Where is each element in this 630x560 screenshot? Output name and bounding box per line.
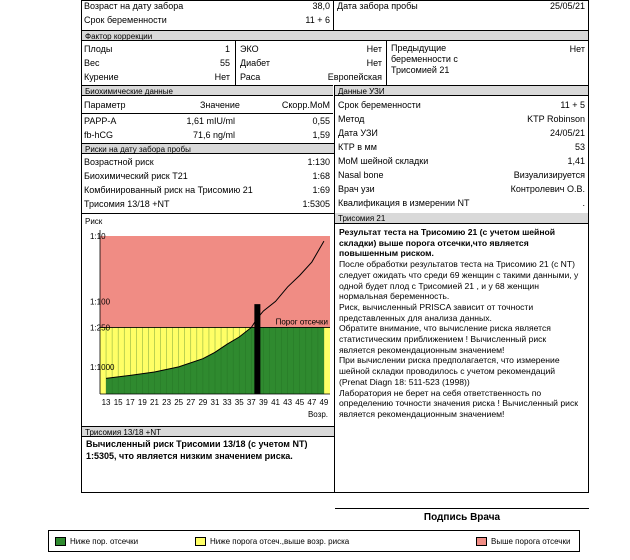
x-tick-label: 19 <box>137 398 147 407</box>
biochem-row-hcg-name: fb-hCG <box>84 130 114 140</box>
us-row-label: Метод <box>338 114 365 124</box>
biochem-col-mom: Скорр.МоМ <box>281 100 330 110</box>
risk-row-label: Трисомия 13/18 +NT <box>84 199 170 209</box>
correction-divider-1 <box>235 41 236 85</box>
x-tick-label: 43 <box>283 398 293 407</box>
x-tick-label: 35 <box>234 398 244 407</box>
middle-divider <box>334 85 335 213</box>
biochem-row-hcg-mom: 1,59 <box>312 130 330 140</box>
x-axis-label: Возр. <box>307 410 328 419</box>
x-tick-label: 25 <box>174 398 184 407</box>
weight-label: Вес <box>84 58 100 68</box>
x-tick-label: 31 <box>210 398 220 407</box>
legend-swatch-below <box>55 537 66 546</box>
prev-value: Нет <box>569 44 585 54</box>
y-tick-label: 1:250 <box>90 323 111 333</box>
diabetes-label: Диабет <box>240 58 271 68</box>
sample-date-label: Дата забора пробы <box>337 1 418 11</box>
biochem-row-papp-name: PAPP-A <box>84 116 117 126</box>
t21-text <box>339 227 584 420</box>
us-row-value: 11 + 5 <box>560 100 585 110</box>
x-tick-label: 17 <box>125 398 135 407</box>
legend-label-above: Выше порога отсечки <box>491 537 571 546</box>
us-row-value: KTP Robinson <box>527 114 585 124</box>
us-row-value: Контролевич О.В. <box>510 184 585 194</box>
biochem-header-rule <box>82 113 333 114</box>
legend-label-between: Ниже порога отсеч.,выше возр. риска <box>210 537 350 546</box>
us-row-label: Врач узи <box>338 184 375 194</box>
us-row-value: 24/05/21 <box>549 128 585 138</box>
risk-chart <box>82 214 334 426</box>
ga-value: 11 + 6 <box>305 15 330 25</box>
legend-swatch-between <box>195 537 206 546</box>
age-marker-bar <box>254 304 260 394</box>
risks-header: Риски на дату забора пробы <box>82 143 334 154</box>
biochem-row-hcg-value: 71,6 ng/ml <box>192 130 235 140</box>
biochem-row-papp-value: 1,61 mIU/ml <box>186 116 235 126</box>
diabetes-value: Нет <box>366 58 382 68</box>
prev-label-1: Предыдущие <box>391 43 447 53</box>
fetuses-value: 1 <box>224 44 230 54</box>
sample-date-value: 25/05/21 <box>549 1 585 11</box>
us-row-label: MoM шейной складки <box>338 156 429 166</box>
us-row-value: 1,41 <box>567 156 585 166</box>
signature-rule <box>335 508 589 509</box>
us-row-label: КТР в мм <box>338 142 377 152</box>
cutoff-label: Порог отсечки <box>275 317 328 327</box>
legend-swatch-above <box>476 537 487 546</box>
us-row-value: 53 <box>574 142 585 152</box>
race-label: Раса <box>240 72 261 82</box>
ga-label: Срок беременности <box>84 15 167 25</box>
us-row-label: Квалификация в измерении NT <box>338 198 470 208</box>
y-axis-label: Риск <box>85 217 103 226</box>
fetuses-label: Плоды <box>84 44 113 54</box>
biochem-col-param: Параметр <box>84 100 126 110</box>
race-value: Европейская <box>327 72 382 82</box>
y-tick-label: 1:1000 <box>90 362 115 372</box>
signature-label: Подпись Врача <box>423 512 501 523</box>
risk-row-value: 1:68 <box>312 171 330 181</box>
risk-row-value: 1:69 <box>312 185 330 195</box>
y-tick-label: 1:10 <box>90 232 106 241</box>
x-tick-label: 29 <box>198 398 208 407</box>
x-tick-label: 21 <box>150 398 159 407</box>
y-tick-label: 1:100 <box>90 297 111 307</box>
x-tick-label: 39 <box>258 398 268 407</box>
prev-label-2: беременности с <box>391 54 458 64</box>
x-tick-label: 49 <box>319 398 329 407</box>
x-tick-label: 13 <box>101 398 111 407</box>
biochem-header: Биохимические данные <box>82 85 333 96</box>
x-tick-label: 47 <box>307 398 317 407</box>
t1318-header: Трисомия 13/18 +NT <box>82 426 334 437</box>
t21-bold-conclusion: Результат теста на Трисомию 21 (с учетом шейной складки) выше порога отсечки,что является повышенным риском. <box>339 227 556 259</box>
us-row-label: Nasal bone <box>338 170 384 180</box>
x-tick-label: 23 <box>162 398 172 407</box>
us-row-value: Визуализируется <box>513 170 585 180</box>
smoking-value: Нет <box>214 72 230 82</box>
risk-row-value: 1:5305 <box>302 199 330 209</box>
top-divider <box>333 0 334 30</box>
risk-row-value: 1:130 <box>307 157 330 167</box>
zone-above-cutoff <box>100 236 330 327</box>
x-tick-label: 27 <box>186 398 196 407</box>
t21-header: Трисомия 21 <box>335 213 588 224</box>
us-row-label: Срок беременности <box>338 100 421 110</box>
x-tick-label: 37 <box>246 398 256 407</box>
risk-row-label: Возрастной риск <box>84 157 154 167</box>
x-tick-label: 45 <box>295 398 305 407</box>
right-divider <box>334 213 335 493</box>
x-tick-label: 33 <box>222 398 232 407</box>
prev-label-3: Трисомией 21 <box>391 65 450 75</box>
us-row-value: . <box>582 198 585 208</box>
legend-label-below: Ниже пор. отсечки <box>70 537 139 546</box>
ivf-value: Нет <box>366 44 382 54</box>
x-tick-label: 15 <box>113 398 123 407</box>
t21-body: После обработки результатов теста на Трисомию 21 (с NT) следует ожидать что среди 69 женщин с такими данными, у одной будет плод с Трисомией 21 , и у 68 женщин нормальная беременность. Риск, вычисленный PRISCA зависит от точности представленных для анализа данных. Обратите внимание, что вычисление риска является статистическим приближением ! Вычисленный риск является рекомендационным значением! При вычислении риска предполагается, что измерение шейной складки проводилось с учетом рекомендаций (Prenat Diagn 18: 511-523 (1998)) Лаборатория не берет на себя ответственность по определению точности значения риска ! Вычисленный риск является рекомендационным значением! <box>339 259 579 419</box>
us-header: Данные УЗИ <box>335 85 588 96</box>
risk-row-label: Биохимический риск Т21 <box>84 171 188 181</box>
correction-header: Фактор коррекции <box>82 30 588 41</box>
x-tick-label: 41 <box>271 398 280 407</box>
age-value: 38,0 <box>312 1 330 11</box>
smoking-label: Курение <box>84 72 119 82</box>
weight-value: 55 <box>219 58 230 68</box>
biochem-row-papp-mom: 0,55 <box>312 116 330 126</box>
ivf-label: ЭКО <box>240 44 259 54</box>
t1318-text: Вычисленный риск Трисомии 13/18 (с учетом NT) 1:5305, что является низким значением риска. <box>86 439 308 461</box>
correction-divider-2 <box>386 41 387 85</box>
biochem-col-value: Значение <box>200 100 240 110</box>
us-row-label: Дата УЗИ <box>338 128 378 138</box>
risk-row-label: Комбинированный риск на Трисомию 21 <box>84 185 253 195</box>
age-label: Возраст на дату забора <box>84 1 184 11</box>
